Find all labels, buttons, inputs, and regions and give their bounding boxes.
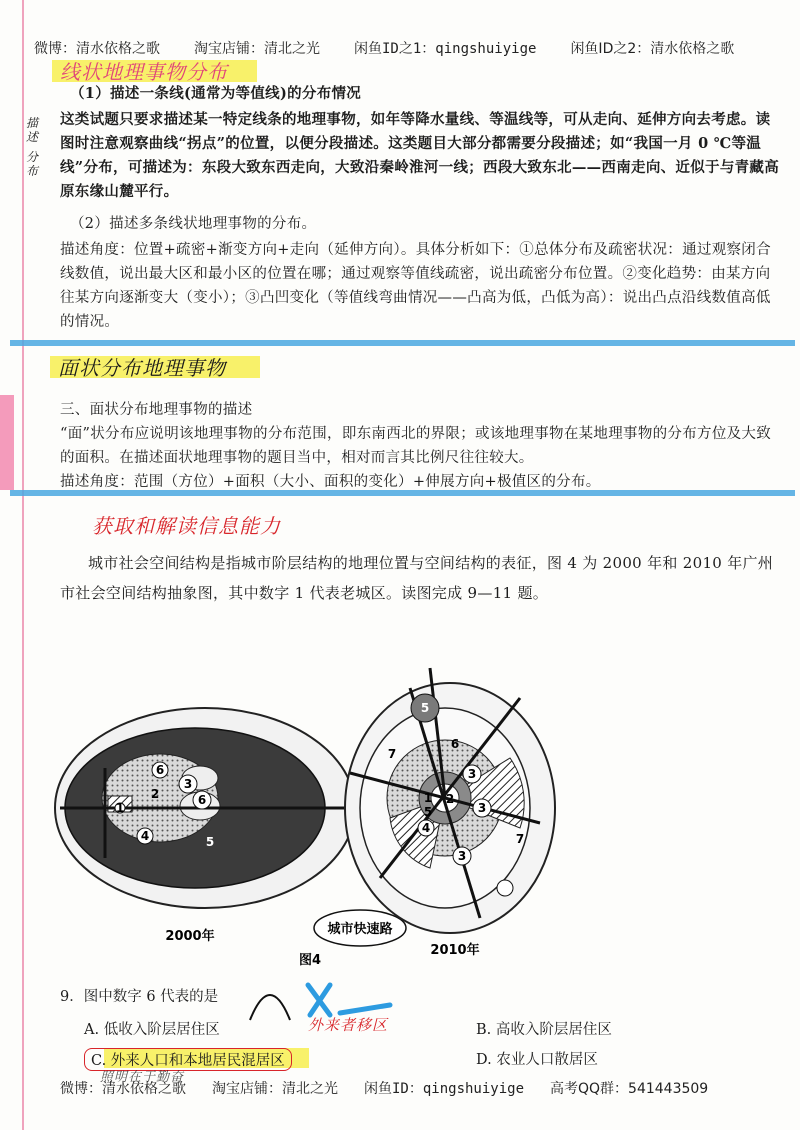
header-taobao: 淘宝店铺：清北之光: [194, 41, 320, 57]
map-2000-label-5: 5: [205, 835, 215, 849]
map-2000-label-4: 4: [140, 829, 150, 843]
option-b[interactable]: [476, 1018, 612, 1039]
page-footer: [60, 1078, 780, 1098]
map-2010-label-7b: 7: [387, 747, 397, 761]
option-b-key: B.: [476, 1022, 492, 1038]
blue-highlight-bar-1: [10, 340, 795, 346]
option-b-text: 高收入阶层居住区: [495, 1022, 612, 1038]
map-2010-label-4: 4: [421, 821, 431, 835]
margin-note-distribution: 分布: [26, 150, 40, 178]
map-2000-label-2: 2: [150, 787, 160, 801]
section-single-body: 这类试题只要求描述某一特定线条的地理事物，如年等降水量线、等温线等，可从走向、延伸方向去考虑。读图时注意观察曲线“拐点”的位置，以便分段描述。这类题目大部分都需要分段描述；如“我国一月 0 ℃等温线”分布，可描述为：东段大致东西走向，大致沿秦岭淮河一线；西段大致东北——西南走向、近似于与青藏高原东缘山麓平行。: [60, 111, 780, 200]
handwritten-title-line: 线状地理事物分布: [60, 60, 228, 84]
blue-check-mark: [308, 985, 330, 1015]
margin-line: [22, 0, 24, 1130]
option-d-key: D.: [476, 1052, 492, 1068]
section-area-angle: 描述角度：范围（方位）+面积（大小、面积的变化）+伸展方向+极值区的分布。: [60, 474, 601, 490]
map-2000-year-label: 2000年: [165, 929, 215, 944]
blue-underline-mark: [340, 1005, 390, 1013]
map-2000-label-6b: 6: [155, 763, 165, 777]
map-2000-label-3: 3: [183, 777, 193, 791]
pink-highlight-strip: [0, 395, 14, 490]
map-2010-label-7a: 7: [515, 832, 525, 846]
question-9-stem: 9．图中数字 6 代表的是: [60, 989, 219, 1005]
handwritten-title-skill: 获取和解读信息能力: [92, 514, 281, 538]
handwritten-bottom-scribble: 照明在于勤奋: [100, 1070, 185, 1085]
map-2010-label-2: 2: [445, 792, 455, 806]
map-2010-label-3b: 3: [477, 801, 487, 815]
footer-taobao: 淘宝店铺：清北之光: [212, 1081, 338, 1097]
section-single-heading: （1）描述一条线(通常为等值线)的分布情况: [70, 85, 362, 102]
option-a-text: 低收入阶层居住区: [103, 1022, 220, 1038]
option-d[interactable]: [476, 1048, 598, 1069]
expressway-label: 城市快速路: [327, 922, 393, 937]
option-c-text: 外来人口和本地居民混居区: [110, 1053, 285, 1069]
blue-highlight-bar-2: [10, 490, 795, 496]
pen-circle-mark: [250, 995, 290, 1020]
option-a-key: A.: [84, 1022, 100, 1038]
page-header: [34, 38, 794, 58]
section-area: [60, 398, 780, 494]
map-2000-label-6a: 6: [197, 793, 207, 807]
header-xianyu-1: 闲鱼ID之1：qingshuiyige: [354, 41, 537, 57]
footer-xianyu: 闲鱼ID：qingshuiyige: [364, 1081, 525, 1097]
section-single-line: [60, 82, 780, 204]
figure-caption: 图4: [298, 953, 322, 968]
map-2010-label-5: 5: [423, 805, 433, 819]
map-2010-label-3a: 3: [467, 767, 477, 781]
map-2000-label-1: 1: [115, 801, 125, 815]
map-2010-label-6: 6: [450, 737, 460, 751]
map-2010-label-3c: 3: [457, 849, 467, 863]
section-multi-line: [60, 212, 780, 334]
footer-qq-group: 高考QQ群：541443509: [550, 1081, 709, 1097]
section-multi-body: 描述角度：位置+疏密+渐变方向+走向（延伸方向）。具体分析如下：①总体分布及疏密状况：通过观察闭合线数值，说出最大区和最小区的位置在哪；通过观察等值线疏密，说出疏密分布位置。②变化趋势：由某方向往某方向逐渐变大（变小）；③凸凹变化（等值线弯曲情况——凸高为低，凸低为高）：说出凸点沿线数值高低的情况。: [60, 242, 771, 330]
option-c-key: C.: [91, 1053, 107, 1069]
map-2010-label-5-north: 5: [420, 701, 430, 715]
handwritten-answer-note: 外来者移区: [308, 1016, 389, 1034]
question-intro: 城市社会空间结构是指城市阶层结构的地理位置与空间结构的表征，图 4 为 2000 年和 2010 年广州市社会空间结构抽象图，其中数字 1 代表老城区。读图完成 9—11 题。: [60, 554, 774, 602]
handwritten-title-area: 面状分布地理事物: [58, 356, 226, 380]
map-2010-satellite-dot: [497, 880, 513, 896]
map-2010-label-1: 1: [423, 791, 433, 805]
figure-4: [50, 628, 770, 968]
section-area-body: “面”状分布应说明该地理事物的分布范围，即东南西北的界限；或该地理事物在某地理事物的分布方位及大致的面积。在描述面状地理事物的题目当中，相对而言其比例尺往往较大。: [60, 426, 772, 466]
header-weibo: 微博：清水依格之歌: [34, 41, 160, 57]
option-a[interactable]: [84, 1018, 220, 1039]
header-xianyu-2: 闲鱼ID之2：清水依格之歌: [570, 41, 735, 57]
section-multi-heading: （2）描述多条线状地理事物的分布。: [70, 216, 317, 232]
margin-note-describe: 描述: [26, 116, 40, 144]
map-2010-year-label: 2010年: [430, 943, 480, 958]
option-d-text: 农业人口散居区: [496, 1052, 598, 1068]
footer-weibo: 微博：清水依格之歌: [60, 1081, 186, 1097]
section-area-heading: 三、面状分布地理事物的描述: [60, 402, 253, 418]
